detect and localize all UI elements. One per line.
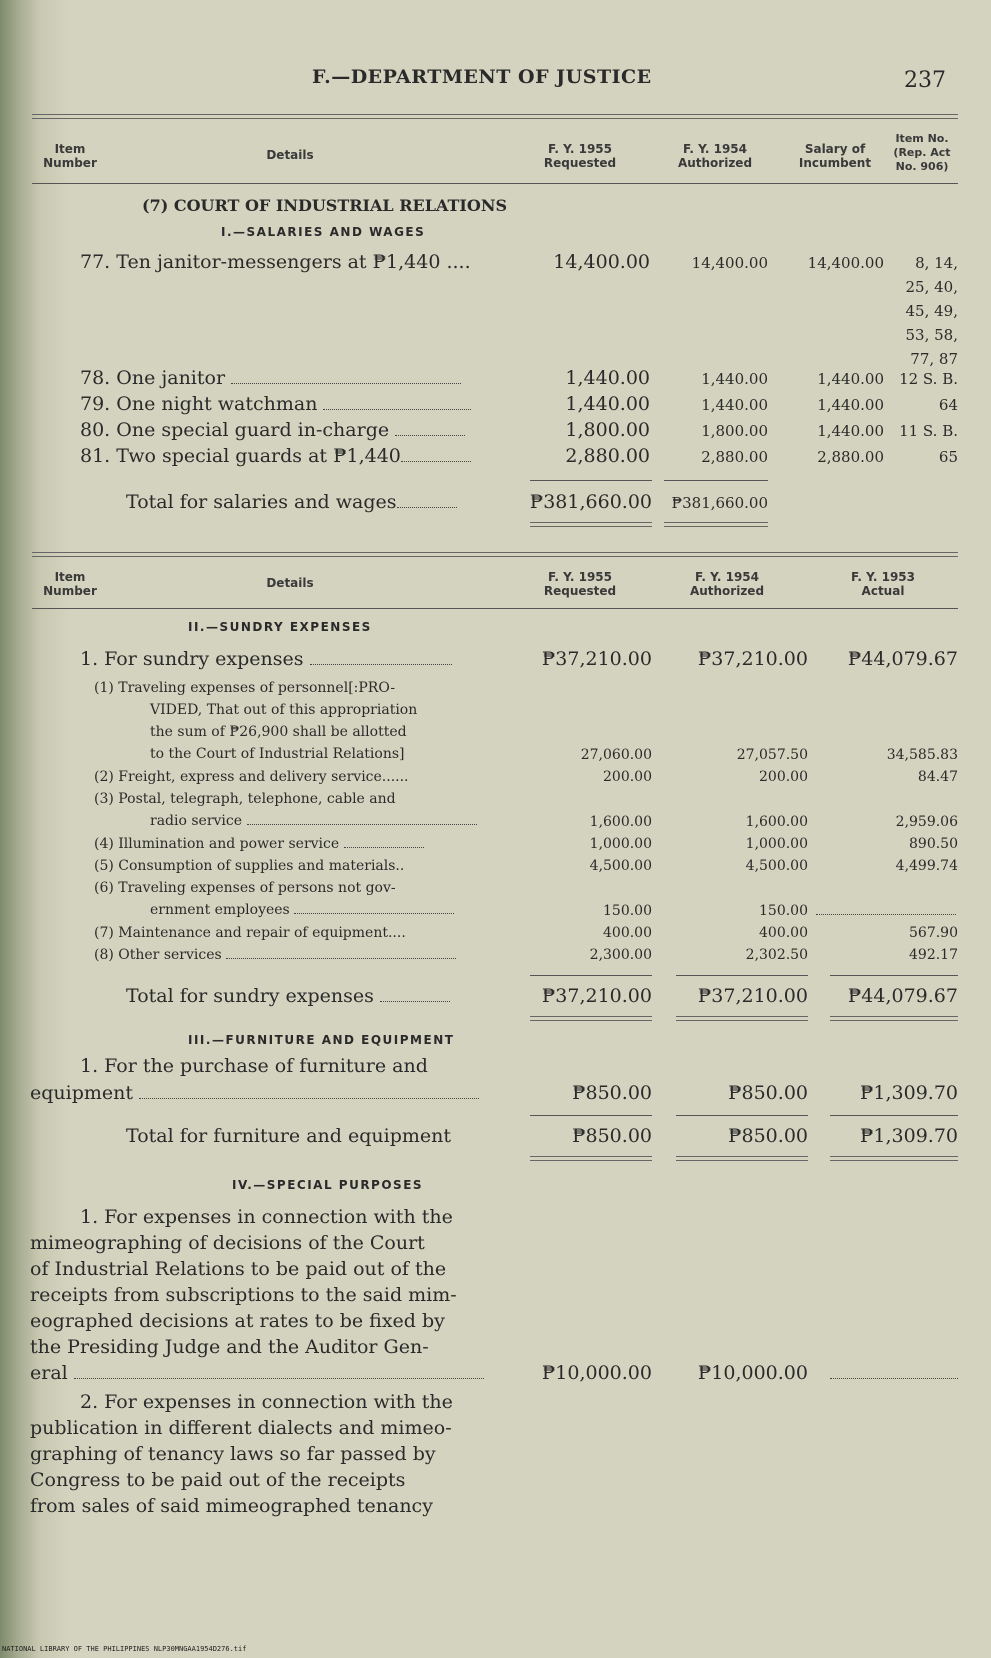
furniture-title: III.—FURNITURE AND EQUIPMENT (188, 1033, 455, 1047)
row-requested: 1,000.00 (589, 836, 652, 852)
archive-footer: NATIONAL LIBRARY OF THE PHILIPPINES NLP30MNGAA1954D276.tif (2, 1645, 247, 1653)
total-requested: ₱850.00 (572, 1125, 652, 1147)
page-title: F.—DEPARTMENT OF JUSTICE (312, 66, 652, 88)
row-requested: 1,440.00 (565, 393, 650, 415)
col-item-number: Item Number (43, 142, 97, 170)
col-fy1954: F. Y. 1954 Authorized (689, 570, 765, 598)
total-actual: ₱1,309.70 (859, 1125, 958, 1147)
total-label: Total for furniture and equipment (126, 1125, 451, 1147)
row-label: (2) Freight, express and delivery service...... (94, 769, 409, 785)
row-actual: 567.90 (909, 925, 958, 941)
row-actual: 890.50 (909, 836, 958, 852)
col-fy1954: F. Y. 1954 Authorized (677, 142, 753, 170)
row-label: 81. Two special guards at ₱1,440 (80, 445, 401, 467)
total-double-rule (830, 1016, 958, 1021)
row-label: (1) Traveling expenses of personnel[:PRO- (94, 680, 396, 696)
para-line: mimeographing of decisions of the Court (30, 1232, 425, 1254)
row-actual: 2,959.06 (895, 814, 958, 830)
row-actual: 4,499.74 (895, 858, 958, 874)
row-requested: ₱10,000.00 (541, 1362, 652, 1384)
row-label: (5) Consumption of supplies and materials.. (94, 858, 405, 874)
row-salary: 1,440.00 (817, 422, 884, 440)
row-label: 1. For the purchase of furniture and (80, 1055, 428, 1077)
page-number: 237 (904, 68, 946, 93)
para-line: 1. For expenses in connection with the (80, 1206, 453, 1228)
col-fy1955: F. Y. 1955 Requested (543, 570, 617, 598)
row-label: (3) Postal, telegraph, telephone, cable and (94, 791, 396, 807)
total-double-rule (664, 522, 768, 527)
para-line: of Industrial Relations to be paid out of the (30, 1258, 447, 1280)
row-salary: 1,440.00 (817, 370, 884, 388)
header-rule (32, 183, 958, 184)
total-authorized: ₱37,210.00 (697, 985, 808, 1007)
row-actual: ₱1,309.70 (859, 1082, 958, 1104)
special-title: IV.—SPECIAL PURPOSES (232, 1178, 424, 1192)
subsection-title: I.—SALARIES AND WAGES (221, 225, 426, 239)
row-actual: 34,585.83 (886, 747, 958, 763)
row-requested: 14,400.00 (553, 251, 650, 273)
total-double-rule (530, 1156, 652, 1161)
para-line: publication in different dialects and mimeo- (30, 1417, 452, 1439)
total-double-rule (676, 1156, 808, 1161)
para-line: eographed decisions at rates to be fixed by (30, 1310, 445, 1332)
row-requested: 4,500.00 (589, 858, 652, 874)
row-label: (8) Other services (94, 947, 222, 963)
header-rule (32, 608, 958, 609)
total-authorized: ₱381,660.00 (671, 494, 768, 512)
row-authorized: 14,400.00 (691, 254, 768, 272)
row-requested: ₱850.00 (572, 1082, 652, 1104)
row-label: 77. Ten janitor-messengers at ₱1,440 .... (80, 251, 471, 273)
total-label: Total for sundry expenses (126, 985, 374, 1007)
row-actual: ₱44,079.67 (847, 648, 958, 670)
subtotal-rule (530, 975, 652, 976)
row-label: (6) Traveling expenses of persons not gov- (94, 880, 396, 896)
total-requested: ₱37,210.00 (541, 985, 652, 1007)
row-item-no: 12 S. B. (899, 370, 958, 388)
subtotal-rule (530, 480, 652, 481)
col-details: Details (266, 576, 314, 590)
row-requested: 150.00 (603, 903, 652, 919)
row-salary: 1,440.00 (817, 396, 884, 414)
row-salary: 2,880.00 (817, 448, 884, 466)
row-actual: 84.47 (917, 769, 958, 785)
row-actual: 492.17 (909, 947, 958, 963)
row-authorized: 1,440.00 (701, 396, 768, 414)
row-requested: 2,300.00 (589, 947, 652, 963)
col-fy1953: F. Y. 1953 Actual (850, 570, 915, 598)
row-label: 78. One janitor (80, 367, 226, 389)
col-salary: Salary of Incumbent (798, 142, 872, 170)
row-authorized: 200.00 (759, 769, 808, 785)
col-item-number: Item Number (43, 570, 97, 598)
row-label: ernment employees (150, 902, 290, 918)
row-label: equipment (30, 1082, 134, 1104)
row-item-no: 77, 87 (910, 350, 958, 368)
row-label: VIDED, That out of this appropriation (150, 702, 418, 718)
row-authorized: 1,440.00 (701, 370, 768, 388)
row-requested: 400.00 (603, 925, 652, 941)
row-label: (7) Maintenance and repair of equipment.... (94, 925, 406, 941)
row-authorized: 1,000.00 (745, 836, 808, 852)
para-line: graphing of tenancy laws so far passed by (30, 1443, 436, 1465)
row-label: (4) Illumination and power service (94, 836, 340, 852)
sundry-title: II.—SUNDRY EXPENSES (188, 620, 372, 634)
row-requested: 1,600.00 (589, 814, 652, 830)
total-double-rule (830, 1156, 958, 1161)
total-double-rule (676, 1016, 808, 1021)
row-item-no: 11 S. B. (899, 422, 958, 440)
row-authorized: 150.00 (759, 903, 808, 919)
total-label: Total for salaries and wages (126, 491, 397, 513)
header-double-rule (32, 114, 958, 119)
row-item-no: 64 (938, 396, 958, 414)
para-line: 2. For expenses in connection with the (80, 1391, 453, 1413)
para-line: eral (30, 1362, 68, 1384)
row-requested: 27,060.00 (580, 747, 652, 763)
total-authorized: ₱850.00 (728, 1125, 808, 1147)
para-line: from sales of said mimeographed tenancy (30, 1495, 433, 1517)
total-requested: ₱381,660.00 (529, 491, 652, 513)
row-label: the sum of ₱26,900 shall be allotted (150, 724, 407, 740)
subtotal-rule (830, 975, 958, 976)
total-double-rule (530, 1016, 652, 1021)
col-fy1955: F. Y. 1955 Requested (543, 142, 617, 170)
row-item-no: 53, 58, (905, 326, 958, 344)
row-authorized: ₱850.00 (728, 1082, 808, 1104)
col-item-no: Item No. (Rep. Act No. 906) (893, 132, 951, 173)
row-requested: 1,800.00 (565, 419, 650, 441)
para-line: receipts from subscriptions to the said mim- (30, 1284, 457, 1306)
row-requested: 200.00 (603, 769, 652, 785)
total-double-rule (530, 522, 652, 527)
row-authorized: 400.00 (759, 925, 808, 941)
subtotal-rule (664, 480, 768, 481)
row-authorized: 2,302.50 (745, 947, 808, 963)
row-authorized: ₱37,210.00 (697, 648, 808, 670)
subtotal-rule (676, 975, 808, 976)
row-requested: 2,880.00 (565, 445, 650, 467)
row-label: 1. For sundry expenses (80, 648, 304, 670)
row-item-no: 65 (938, 448, 958, 466)
row-authorized: 1,600.00 (745, 814, 808, 830)
table2-double-rule (32, 552, 958, 557)
row-label: to the Court of Industrial Relations] (150, 746, 405, 762)
row-authorized: 4,500.00 (745, 858, 808, 874)
row-item-no: 45, 49, (905, 302, 958, 320)
row-requested: ₱37,210.00 (541, 648, 652, 670)
row-authorized: ₱10,000.00 (697, 1362, 808, 1384)
subtotal-rule (830, 1115, 958, 1116)
section-title: (7) COURT OF INDUSTRIAL RELATIONS (142, 196, 508, 215)
col-details: Details (266, 148, 314, 162)
row-item-no: 25, 40, (905, 278, 958, 296)
row-authorized: 27,057.50 (736, 747, 808, 763)
row-authorized: 1,800.00 (701, 422, 768, 440)
row-label: 80. One special guard in-charge (80, 419, 390, 441)
row-salary: 14,400.00 (807, 254, 884, 272)
subtotal-rule (676, 1115, 808, 1116)
para-line: Congress to be paid out of the receipts (30, 1469, 406, 1491)
row-item-no: 8, 14, (915, 254, 958, 272)
subtotal-rule (530, 1115, 652, 1116)
row-label: 79. One night watchman (80, 393, 318, 415)
total-actual: ₱44,079.67 (847, 985, 958, 1007)
row-label: radio service (150, 813, 243, 829)
row-requested: 1,440.00 (565, 367, 650, 389)
row-authorized: 2,880.00 (701, 448, 768, 466)
para-line: the Presiding Judge and the Auditor Gen- (30, 1336, 429, 1358)
